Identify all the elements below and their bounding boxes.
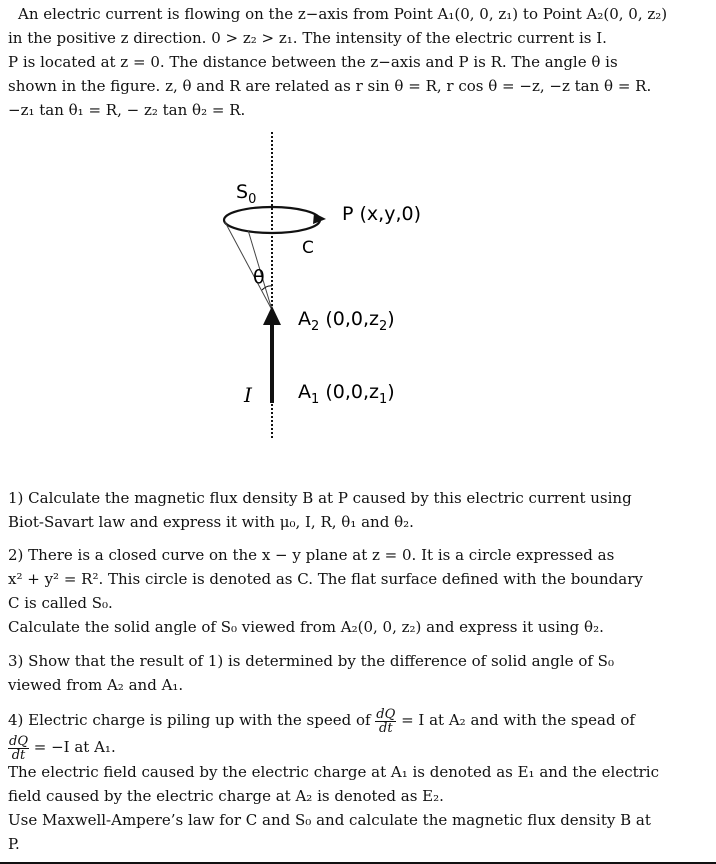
question-3 (8, 649, 708, 697)
question-line: viewed from A₂ and A₁. (8, 676, 184, 694)
cone-line-left (225, 222, 272, 310)
question-line: The electric field caused by the electric charge at A₁ is denoted as E₁ and the electric (8, 763, 659, 781)
intro-line: An electric current is flowing on the z−axis from Point A₁(0, 0, z₁) to Point A₂(0, 0, z₂) (18, 5, 668, 23)
label-a1: $A_1$ $(0,0,z_1)$ (298, 381, 395, 407)
intro-paragraph (8, 2, 708, 122)
intro-line: −z₁ tan θ₁ = R, − z₂ tan θ₂ = R. (8, 101, 246, 119)
figure-diagram (0, 120, 716, 450)
current-arrowhead (263, 306, 281, 325)
label-p: P (x,y,0) (342, 203, 421, 225)
question-line: 1) Calculate the magnetic flux density B at P caused by this electric current using (8, 489, 632, 507)
label-s0: $S_0$ (236, 181, 257, 207)
intro-line: shown in the figure. z, θ and R are related as r sin θ = R, r cos θ = −z, −z tan θ = R. (8, 77, 652, 95)
intro-line: P is located at z = 0. The distance between the z−axis and P is R. The angle θ is (8, 53, 618, 71)
label-theta: θ (253, 266, 265, 288)
question-line: 3) Show that the result of 1) is determined by the difference of solid angle of S₀ (8, 652, 614, 670)
question-line: $\frac{dQ}{dt}$ = −I at A₁. (9, 733, 116, 763)
label-i: I (244, 383, 252, 407)
question-line: field caused by the electric charge at A₂ is denoted as E₂. (8, 787, 444, 805)
question-line: C is called S₀. (8, 594, 113, 612)
question-line: Use Maxwell-Ampere’s law for C and S₀ and calculate the magnetic flux density B at (8, 811, 651, 829)
question-4 (8, 706, 708, 856)
intro-line: in the positive z direction. 0 > z₂ > z₁. The intensity of the electric current is I. (8, 29, 607, 47)
question-line: P. (8, 835, 20, 853)
label-c: C (302, 238, 314, 258)
fraction-dq-dt: $\frac{dQ}{dt}$ (9, 733, 28, 763)
fraction-dq-dt: $\frac{dQ}{dt}$ (376, 706, 396, 736)
question-line: Calculate the solid angle of S₀ viewed from A₂(0, 0, z₂) and express it using θ₂. (8, 618, 604, 636)
question-line: Biot-Savart law and express it with μ₀, I, R, θ₁ and θ₂. (8, 513, 414, 531)
question-2 (8, 543, 708, 639)
label-a2: $A_2$ $(0,0,z_2)$ (298, 308, 395, 334)
question-line: 2) There is a closed curve on the x − y plane at z = 0. It is a circle expressed as (8, 546, 615, 564)
question-1 (8, 486, 708, 534)
question-line: x² + y² = R². This circle is denoted as C. The flat surface defined with the boundary (8, 570, 643, 588)
question-line: 4) Electric charge is piling up with the speed of $\frac{dQ}{dt}$ = I at A₂ and with the spead of (8, 706, 635, 736)
